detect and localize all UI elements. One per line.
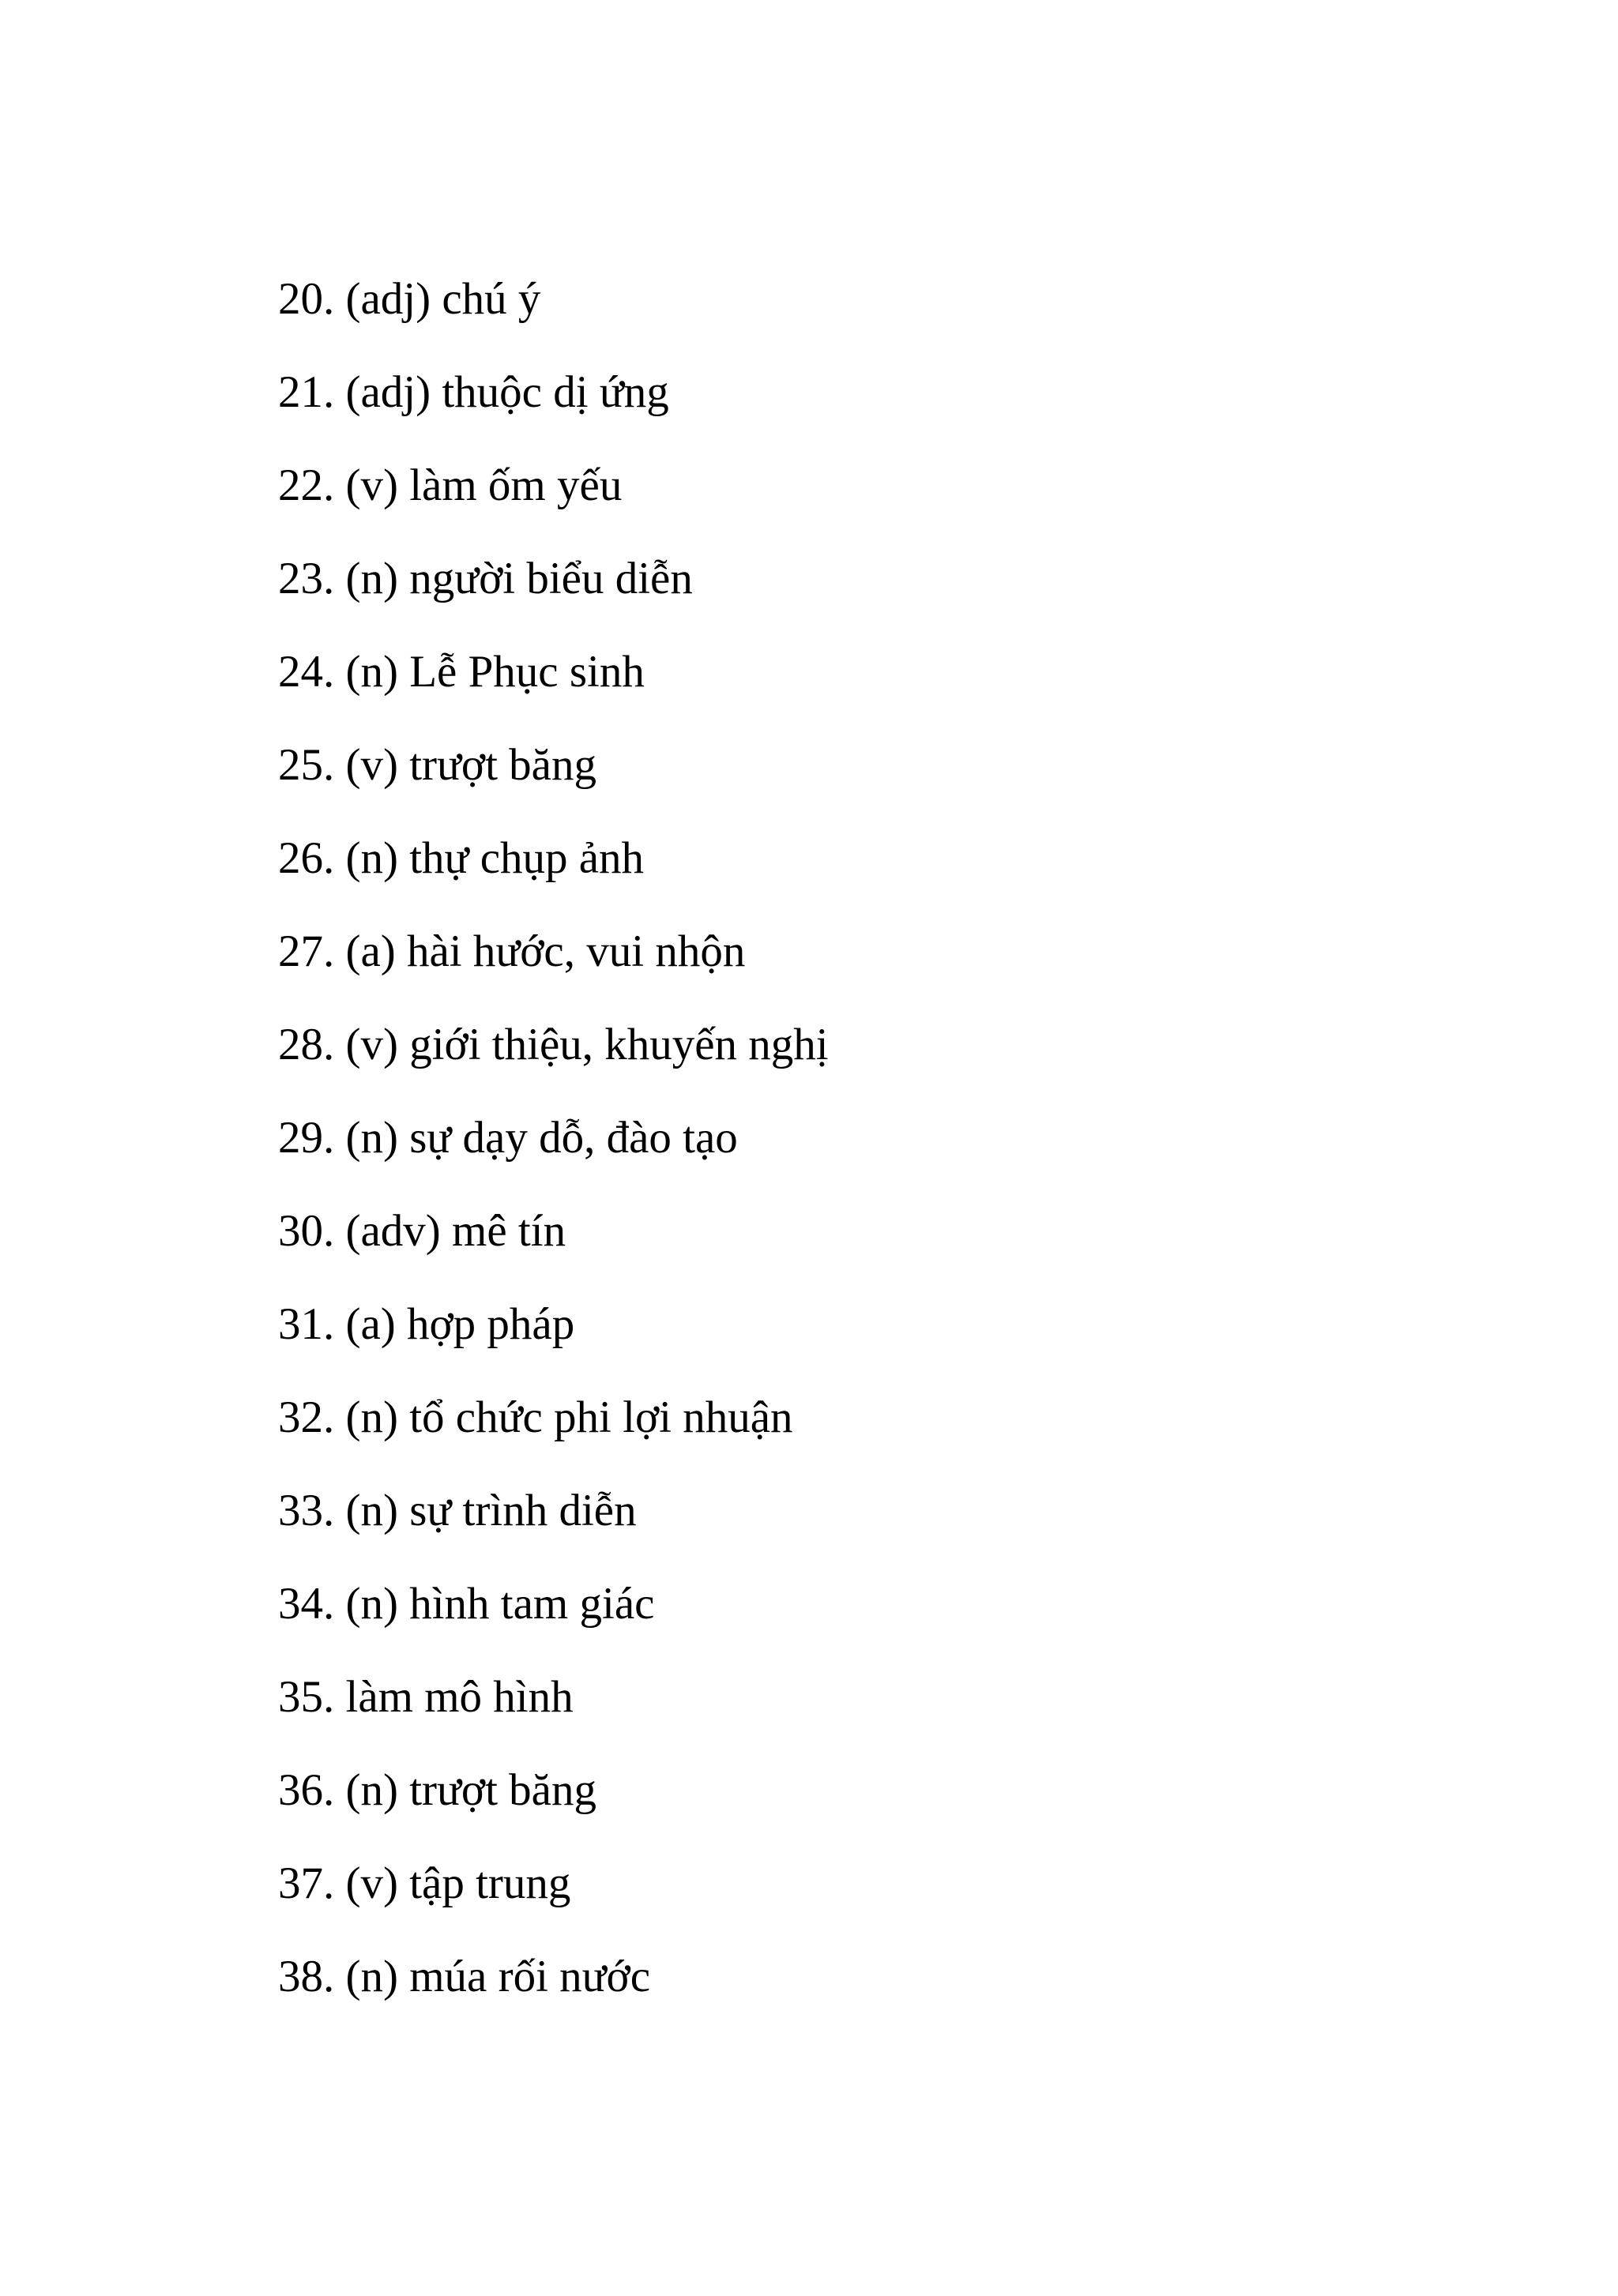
list-item: 27. (a) hài hước, vui nhộn xyxy=(278,926,746,976)
list-item: 33. (n) sự trình diễn xyxy=(278,1486,637,1535)
list-item: 26. (n) thự chụp ảnh xyxy=(278,833,645,883)
list-item: 36. (n) trượt băng xyxy=(278,1765,596,1815)
list-item: 35. làm mô hình xyxy=(278,1672,574,1722)
list-item: 29. (n) sự dạy dỗ, đào tạo xyxy=(278,1113,738,1163)
list-item: 34. (n) hình tam giác xyxy=(278,1579,655,1629)
vocabulary-list xyxy=(278,276,829,2047)
list-item: 22. (v) làm ốm yếu xyxy=(278,460,623,510)
list-item: 24. (n) Lễ Phục sinh xyxy=(278,647,645,697)
list-item: 23. (n) người biểu diễn xyxy=(278,554,693,603)
list-item: 31. (a) hợp pháp xyxy=(278,1299,575,1349)
list-item: 20. (adj) chú ý xyxy=(278,274,541,324)
list-item: 38. (n) múa rối nước xyxy=(278,1952,651,2001)
list-item: 30. (adv) mê tín xyxy=(278,1206,566,1256)
list-item: 37. (v) tập trung xyxy=(278,1858,571,1908)
list-item: 32. (n) tổ chức phi lợi nhuận xyxy=(278,1392,793,1442)
list-item: 21. (adj) thuộc dị ứng xyxy=(278,367,669,417)
list-item: 28. (v) giới thiệu, khuyến nghị xyxy=(278,1020,829,1069)
list-item: 25. (v) trượt băng xyxy=(278,740,596,790)
